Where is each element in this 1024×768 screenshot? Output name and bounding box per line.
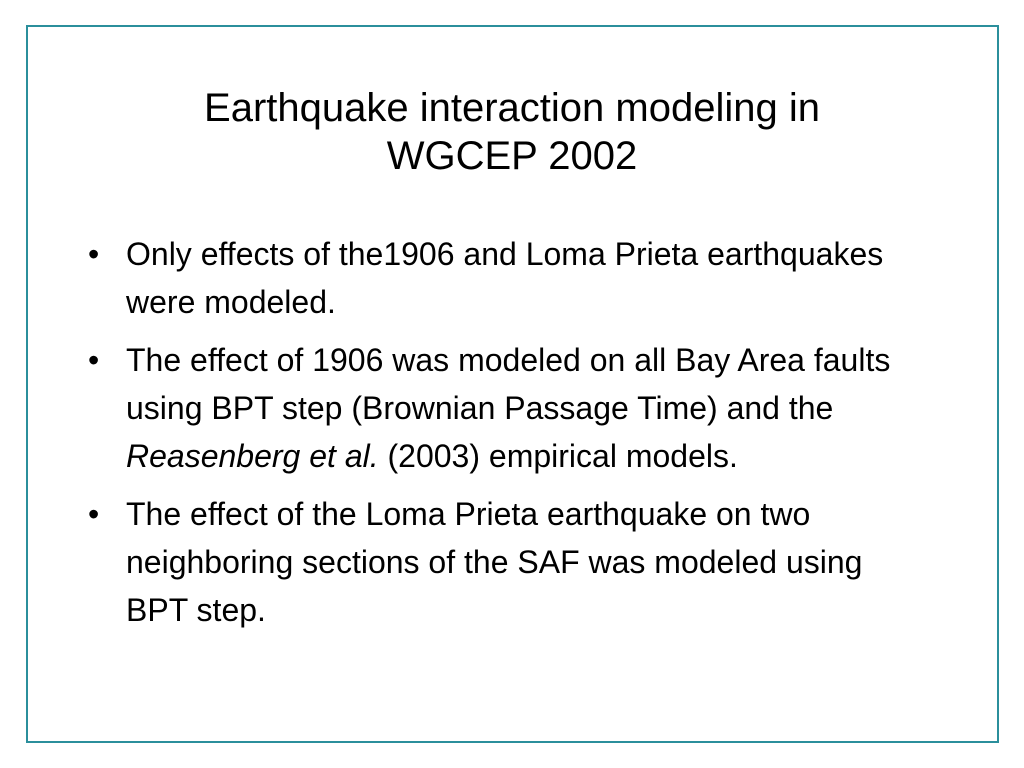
title-line-2: WGCEP 2002 bbox=[386, 134, 638, 178]
bullet-text: The effect of the Loma Prieta earthquake on two neighboring sections of the SAF was modeled using BPT step. bbox=[126, 496, 863, 628]
bullet-text: Only effects of the1906 and Loma Prieta earthquakes were modeled. bbox=[126, 236, 884, 320]
bullet-list bbox=[84, 230, 924, 644]
bullet-text-after: (2003) empirical models. bbox=[378, 438, 738, 474]
bullet-text-before: The effect of 1906 was modeled on all Bay Area faults using BPT step (Brownian Passage Time) and the bbox=[126, 342, 891, 426]
bullet-item-2 bbox=[84, 336, 924, 480]
slide-title bbox=[40, 84, 984, 180]
title-line-1: Earthquake interaction modeling in bbox=[204, 86, 820, 130]
bullet-mark: • bbox=[88, 496, 100, 532]
citation-italic: Reasenberg et al. bbox=[126, 438, 379, 474]
bullet-item-1 bbox=[84, 230, 924, 326]
bullet-mark: • bbox=[88, 342, 100, 378]
bullet-mark: • bbox=[88, 236, 100, 272]
bullet-item-3 bbox=[84, 490, 924, 634]
